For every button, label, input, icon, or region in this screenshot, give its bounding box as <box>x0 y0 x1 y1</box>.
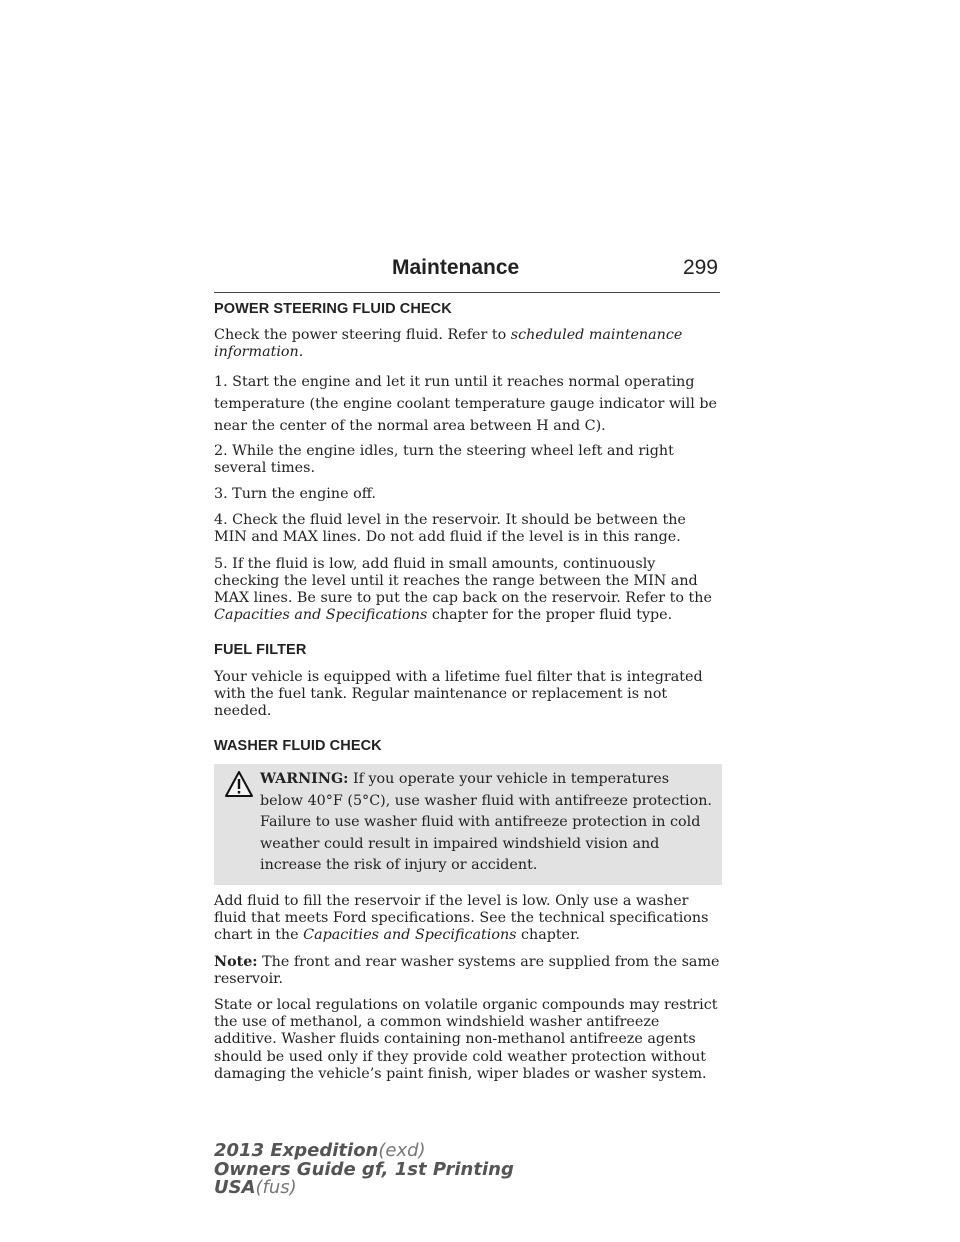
fuel-filter-text: Your vehicle is equipped with a lifetime fuel filter that is integrated with the fuel tank. Regular maintenance or replacement is not needed. <box>214 668 703 720</box>
add-fluid-text: Add fluid to fill the reservoir if the level is low. Only use a washer fluid that meets Ford specifications. See the technical specifications chart in the <box>214 892 709 944</box>
footer-model-code: (exd) <box>378 1140 426 1161</box>
section-title: Maintenance <box>392 256 520 279</box>
step-5-end: chapter for the proper fluid type. <box>431 607 673 624</box>
step-2: 2. While the engine idles, turn the steering wheel left and right several times. <box>214 442 674 476</box>
warning-label: WARNING: <box>260 771 349 788</box>
add-fluid-end: chapter. <box>521 927 580 944</box>
washer-note <box>214 954 722 988</box>
footer-region-code: (fus) <box>255 1177 297 1199</box>
footer <box>214 1142 514 1198</box>
warning-box <box>214 764 722 885</box>
footer-line-3 <box>214 1179 514 1198</box>
intro-text: Check the power steering fluid. Refer to <box>214 327 507 344</box>
footer-model: 2013 Expedition <box>214 1140 379 1161</box>
footer-line-1 <box>214 1142 514 1161</box>
power-steering-heading: POWER STEERING FLUID CHECK <box>214 301 452 317</box>
page-content <box>214 301 722 1092</box>
power-steering-intro <box>214 327 722 361</box>
step-4: 4. Check the fluid level in the reservoir. It should be between the MIN and MAX lines. Do not add fluid if the level is in this range. <box>214 512 686 546</box>
fuel-filter-heading: FUEL FILTER <box>214 642 307 659</box>
step-1: 1. Start the engine and let it run until it reaches normal operating temperature (the engine coolant temperature gauge indicator will be near the center of the normal area between H and C). <box>214 373 717 434</box>
step-5-text: 5. If the fluid is low, add fluid in small amounts, continuously checking the level until it reaches the range between the MIN and MAX lines. Be sure to put the cap back on the reservoir. Refer to the <box>214 555 712 607</box>
page-header <box>214 256 720 293</box>
page-number: 299 <box>682 256 718 279</box>
warning-triangle-icon <box>224 770 254 798</box>
warning-text: If you operate your vehicle in temperatures below 40°F (5°C), use washer fluid with antifreeze protection. Failure to use washer fluid with antifreeze protection in cold weather could result in impaired windshield vision and increase the risk of injury or accident. <box>260 771 712 874</box>
warning-content <box>216 769 716 877</box>
note-text: The front and rear washer systems are supplied from the same reservoir. <box>214 953 720 987</box>
footer-region: USA <box>214 1177 256 1199</box>
note-label: Note: <box>214 953 258 970</box>
washer-add-fluid <box>214 893 722 945</box>
capacities-reference: Capacities and Specifications <box>214 607 428 624</box>
capacities-reference: Capacities and Specifications <box>303 927 517 944</box>
maintenance-info-reference: scheduled maintenance information. <box>214 327 683 361</box>
washer-fluid-heading: WASHER FLUID CHECK <box>214 738 382 755</box>
regulations-text: State or local regulations on volatile organic compounds may restrict the use of methanol, a common windshield washer antifreeze additive. Washer fluids containing non-methanol antifreeze agents should be used only if they provide cold weather protection without damaging the vehicle’s paint finish, wiper blades or washer system. <box>214 996 718 1082</box>
footer-line-2: Owners Guide gf, 1st Printing <box>214 1158 514 1180</box>
step-5 <box>214 556 722 625</box>
step-3: 3. Turn the engine off. <box>214 486 376 503</box>
